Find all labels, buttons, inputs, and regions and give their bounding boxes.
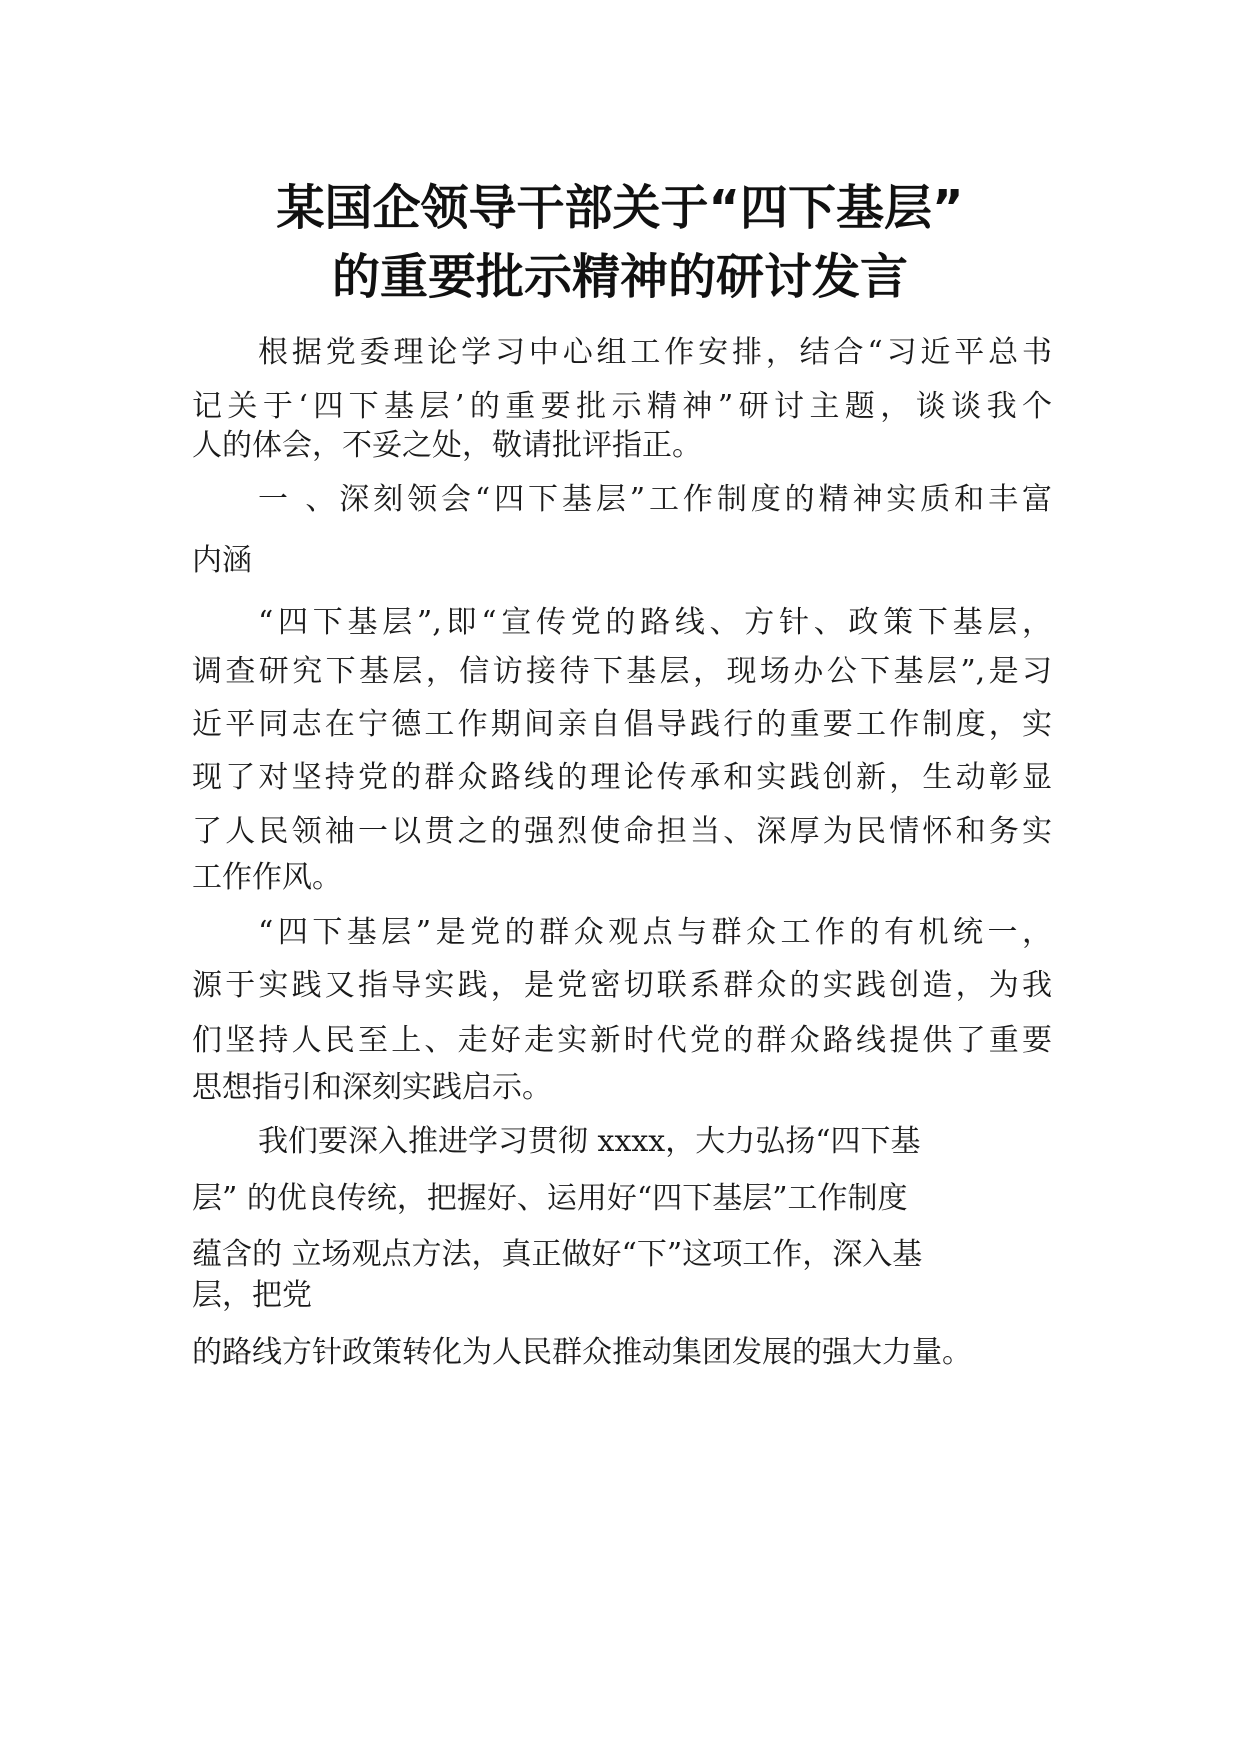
paragraph-3-line-2: 源于实践又指导实践，是党密切联系群众的实践创造，为我 (192, 968, 1052, 1003)
paragraph-2-line-6: 工作作风。 (192, 860, 342, 895)
section-heading-line-1: 一 、深刻领会“四下基层”工作制度的精神实质和丰富 (258, 482, 1052, 517)
paragraph-4-line-2: 层” 的优良传统，把握好、运用好“四下基层”工作制度 (192, 1181, 908, 1216)
section-heading-line-2: 内涵 (192, 543, 252, 578)
document-title-line-2: 的重要批示精神的研讨发言 (331, 249, 908, 305)
paragraph-1-line-1: 根据党委理论学习中心组工作安排，结合“习近平总书 (258, 335, 1052, 370)
paragraph-4-line-3: 蕴含的 立场观点方法，真正做好“下”这项工作，深入基 (192, 1237, 923, 1272)
document-title-line-1: 某国企领导干部关于“四下基层” (276, 180, 964, 236)
paragraph-4-line-5: 的路线方针政策转化为人民群众推动集团发展的强大力量。 (192, 1335, 972, 1370)
paragraph-3-line-3: 们坚持人民至上、走好走实新时代党的群众路线提供了重要 (192, 1023, 1052, 1058)
paragraph-4-line-4: 层，把党 (192, 1278, 312, 1313)
paragraph-2-line-2: 调查研究下基层，信访接待下基层，现场办公下基层”,是习 (192, 654, 1052, 689)
paragraph-4-line-1: 我们要深入推进学习贯彻 xxxx，大力弘扬“四下基 (258, 1124, 921, 1159)
paragraph-3-line-4: 思想指引和深刻实践启示。 (192, 1070, 552, 1105)
paragraph-2-line-4: 现了对坚持党的群众路线的理论传承和实践创新，生动彰显 (192, 760, 1052, 795)
paragraph-2-line-3: 近平同志在宁德工作期间亲自倡导践行的重要工作制度，实 (192, 707, 1052, 742)
paragraph-1-line-2: 记关于‘四下基层’的重要批示精神”研讨主题，谈谈我个 (192, 389, 1052, 424)
paragraph-2-line-1: “四下基层”,即“宣传党的路线、方针、政策下基层， (258, 605, 1052, 640)
paragraph-1-line-3: 人的体会，不妥之处，敬请批评指正。 (192, 428, 702, 463)
paragraph-3-line-1: “四下基层”是党的群众观点与群众工作的有机统一， (258, 915, 1052, 950)
paragraph-2-line-5: 了人民领袖一以贯之的强烈使命担当、深厚为民情怀和务实 (192, 814, 1052, 849)
